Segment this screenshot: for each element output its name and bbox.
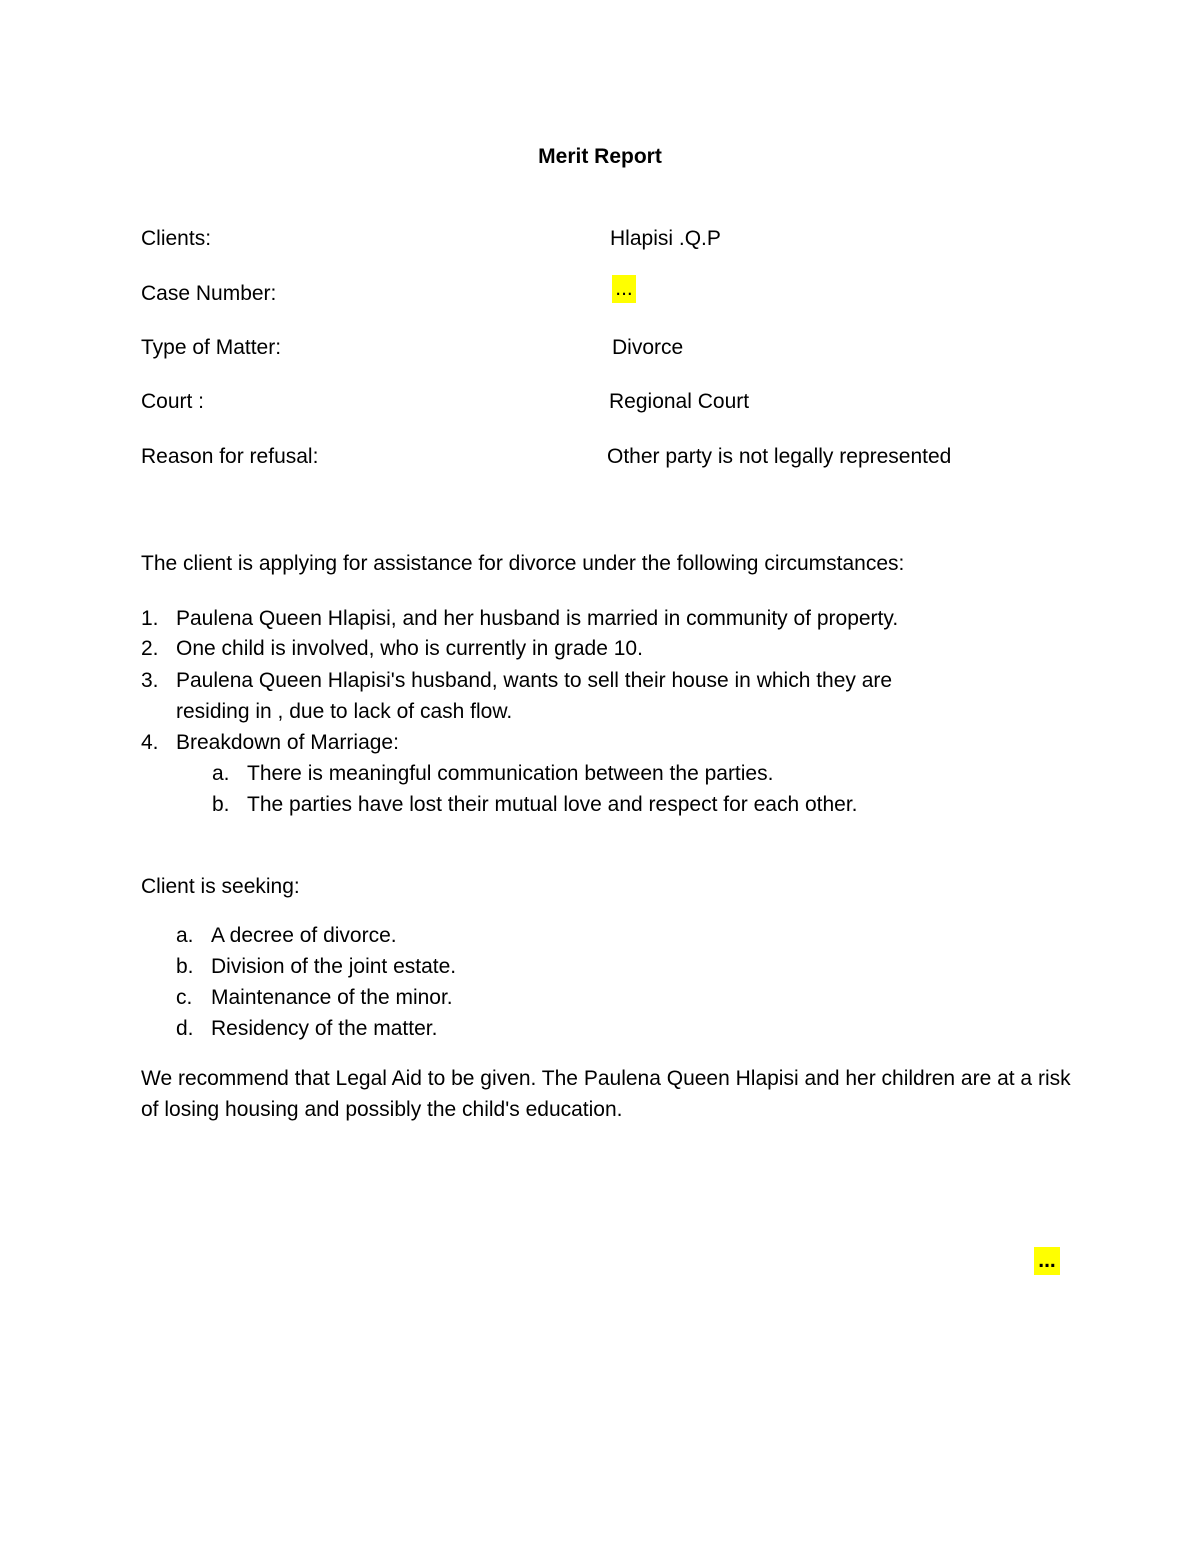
case-number-label: Case Number: xyxy=(141,282,277,305)
sublist-item-text: There is meaningful communication between the parties. xyxy=(247,762,774,785)
clients-label: Clients: xyxy=(141,227,212,250)
case-number-value: ... xyxy=(612,275,636,303)
sublist-item-letter: b. xyxy=(212,793,230,816)
reason-for-refusal-label: Reason for refusal: xyxy=(141,445,319,468)
type-of-matter-value: Divorce xyxy=(612,336,684,359)
list-item-number: 4. xyxy=(141,731,159,754)
list-item-number: 1. xyxy=(141,607,159,630)
clients-value: Hlapisi .Q.P xyxy=(610,227,721,250)
footer-marker: ... xyxy=(1034,1247,1060,1275)
seeking-item-letter: a. xyxy=(176,924,194,947)
list-item-text: Paulena Queen Hlapisi, and her husband is married in community of property. xyxy=(176,607,899,630)
seeking-item-letter: b. xyxy=(176,955,194,978)
reason-for-refusal-value: Other party is not legally represented xyxy=(607,445,952,468)
seeking-item-text: Division of the joint estate. xyxy=(211,955,457,978)
court-label: Court : xyxy=(141,390,205,413)
seeking-heading: Client is seeking: xyxy=(141,875,300,898)
recommendation-paragraph: We recommend that Legal Aid to be given. The Paulena Queen Hlapisi and her children are at a risk of losing housing and possibly the child's education. xyxy=(141,1067,1071,1121)
sublist-item-text: The parties have lost their mutual love and respect for each other. xyxy=(247,793,858,816)
list-item-text-continued: residing in , due to lack of cash flow. xyxy=(176,700,513,723)
list-item-text: Paulena Queen Hlapisi's husband, wants to sell their house in which they are xyxy=(176,669,893,692)
list-item-text: One child is involved, who is currently in grade 10. xyxy=(176,637,643,660)
intro-paragraph: The client is applying for assistance for divorce under the following circumstances: xyxy=(141,552,905,575)
type-of-matter-label: Type of Matter: xyxy=(141,336,282,359)
seeking-item-text: A decree of divorce. xyxy=(211,924,397,947)
sublist-item-letter: a. xyxy=(212,762,230,785)
list-item-text: Breakdown of Marriage: xyxy=(176,731,399,754)
list-item-number: 3. xyxy=(141,669,159,692)
page-title: Merit Report xyxy=(538,145,662,168)
seeking-item-letter: d. xyxy=(176,1017,194,1040)
seeking-item-text: Residency of the matter. xyxy=(211,1017,438,1040)
seeking-item-text: Maintenance of the minor. xyxy=(211,986,453,1009)
court-value: Regional Court xyxy=(609,390,750,413)
list-item-number: 2. xyxy=(141,637,159,660)
seeking-item-letter: c. xyxy=(176,986,193,1009)
